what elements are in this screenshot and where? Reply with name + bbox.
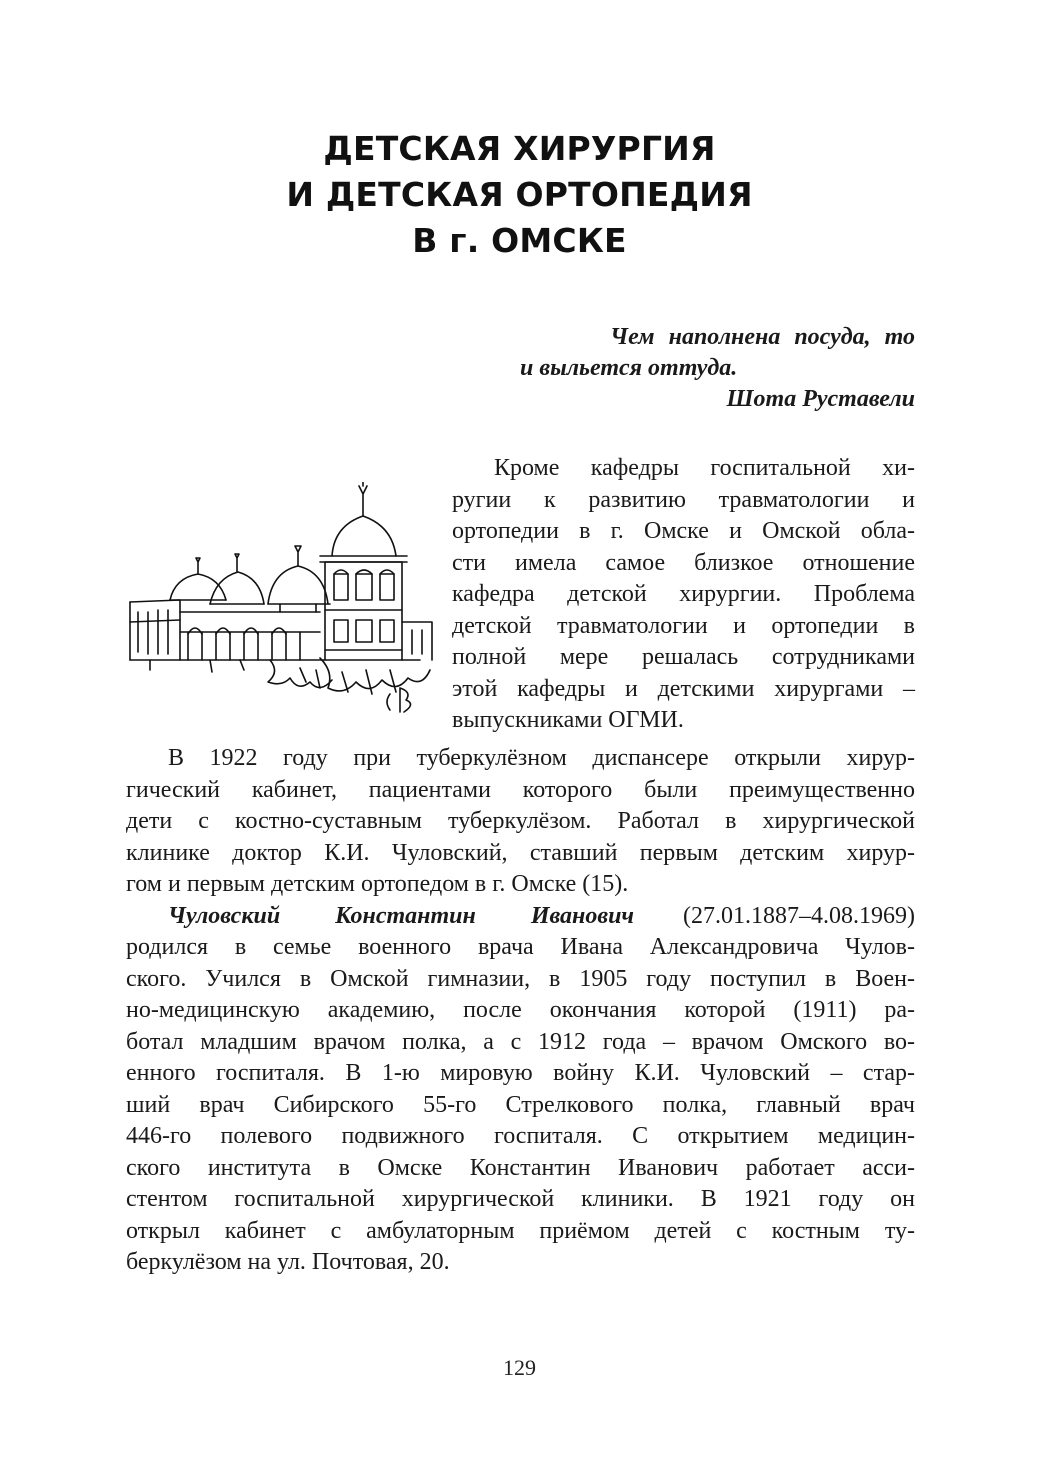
life-dates: (27.01.1887–4.08.1969) (683, 902, 916, 929)
intro-paragraph (452, 453, 915, 737)
paragraph-biography (126, 901, 915, 1279)
text-line: беркулёзом на ул. Почтовая, 20. (126, 1249, 450, 1275)
text-line: Кроме кафедры госпитальной хи- (494, 455, 915, 481)
text-line: клинике доктор К.И. Чуловский, ставший первым детским хирур- (126, 839, 915, 866)
text-line: но-медицинскую академию, после окончания которой (1911) ра- (126, 997, 915, 1023)
epigraph (440, 322, 915, 415)
paragraph-1922 (126, 743, 915, 901)
text-line: этой кафедры и детскими хирургами – (452, 675, 915, 702)
chapter-title-line-3: В г. ОМСКЕ (412, 221, 627, 260)
text-line: ского. Учился в Омской гимназии, в 1905 году поступил в Воен- (126, 965, 915, 992)
text-line: дети с костно-суставным туберкулёзом. Работал в хирургической (126, 808, 915, 834)
text-line: кафедра детской хирургии. Проблема (452, 581, 915, 607)
text-line: ший врач Сибирского 55-го Стрелкового полка, главный врач (126, 1091, 915, 1118)
text-line (126, 901, 915, 933)
text-line: выпускниками ОГМИ. (452, 707, 684, 733)
person-name: Чуловский Константин Иванович (168, 902, 635, 929)
text-line: ругии к развитию травматологии и (452, 486, 915, 513)
chapter-title-line-2: И ДЕТСКАЯ ОРТОПЕДИЯ (286, 175, 753, 214)
text-line: сти имела самое близкое отношение (452, 549, 915, 576)
text-line: ортопедии в г. Омске и Омской обла- (452, 518, 915, 544)
chapter-title-line-1: ДЕТСКАЯ ХИРУРГИЯ (323, 129, 716, 168)
text-line: ского института в Омске Константин Иванович работает асси- (126, 1154, 915, 1181)
text-line: гом и первым детским ортопедом в г. Омске (15). (126, 871, 629, 897)
epigraph-line-2: и выльется оттуда. (520, 355, 738, 381)
text-line: родился в семье военного врача Ивана Александровича Чулов- (126, 934, 915, 960)
text-line: открыл кабинет с амбулаторным приёмом детей с костным ту- (126, 1217, 915, 1244)
epigraph-author: Шота Руставели (726, 386, 915, 412)
page-number: 129 (503, 1355, 536, 1380)
text-line: енного госпиталя. В 1-ю мировую войну К.И. Чуловский – стар- (126, 1060, 915, 1086)
chapter-title (0, 126, 1039, 264)
text-line: В 1922 году при туберкулёзном диспансере открыли хирур- (168, 745, 915, 771)
main-text (126, 743, 915, 1279)
text-line: полной мере решалась сотрудниками (452, 644, 915, 670)
text-line: гический кабинет, пациентами которого были преимущественно (126, 776, 915, 803)
building-sketch-illustration (120, 482, 442, 727)
text-line: 446-го полевого подвижного госпиталя. С открытием медицин- (126, 1123, 915, 1149)
text-line: детской травматологии и ортопедии в (452, 612, 915, 639)
text-line: ботал младшим врачом полка, а с 1912 года – врачом Омского во- (126, 1028, 915, 1055)
text-line: стентом госпитальной хирургической клиники. В 1921 году он (126, 1186, 915, 1212)
epigraph-line-1: Чем наполнена посуда, то (610, 324, 915, 350)
